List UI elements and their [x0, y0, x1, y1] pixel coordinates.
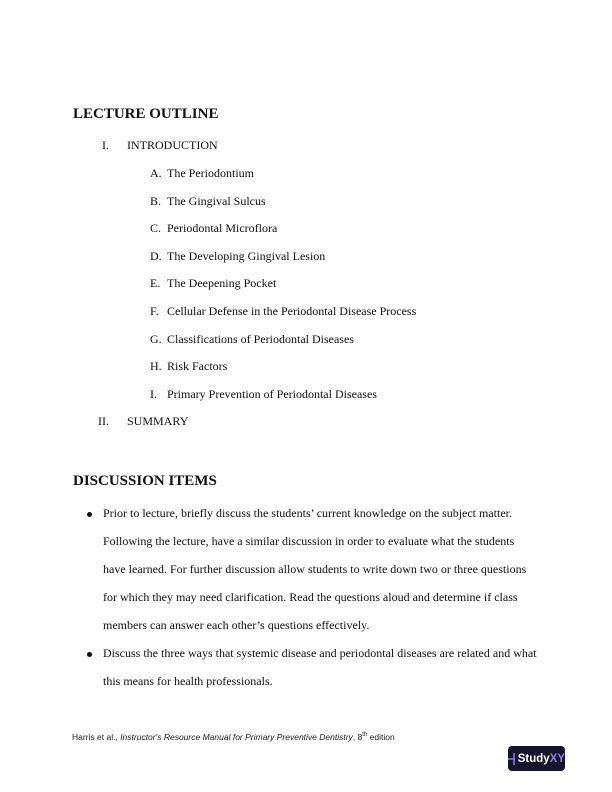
outline-item-letter: I.	[150, 386, 157, 401]
footer-edition-sup: th	[362, 732, 368, 739]
outline-item: Cellular Defense in the Periodontal Disease Process	[167, 304, 417, 318]
outline-item: The Periodontium	[167, 166, 254, 180]
outline-item-letter: F.	[150, 304, 159, 318]
footer-edition-suffix: edition	[367, 732, 395, 742]
outline-item: The Developing Gingival Lesion	[167, 248, 326, 263]
discussion-line: Prior to lecture, briefly discuss the students’ current knowledge on the subject matter.	[103, 506, 513, 520]
lecture-outline-heading: LECTURE OUTLINE	[73, 106, 219, 122]
outline-item-letter: C.	[150, 221, 162, 236]
footer-edition: , 8	[352, 732, 363, 742]
outline-item: Periodontal Microflora	[167, 221, 278, 236]
studyxy-logo[interactable]	[508, 746, 565, 771]
outline-item-letter: D.	[150, 248, 162, 263]
outline-item: The Deepening Pocket	[167, 276, 277, 291]
discussion-line: Discuss the three ways that systemic disease and periodontal diseases are related and what	[103, 646, 537, 660]
outline-item: The Gingival Sulcus	[167, 193, 266, 208]
footer-prefix: Harris et al.,	[72, 732, 121, 742]
section-title: INTRODUCTION	[127, 138, 218, 152]
discussion-line: have learned. For further discussion allow students to write down two or three questions	[103, 562, 527, 576]
logo-text: StudyXY	[517, 752, 565, 765]
section-title: SUMMARY	[127, 414, 189, 428]
section-numeral: II.	[98, 414, 109, 428]
discussion-line: members can answer each other’s questions effectively.	[103, 618, 370, 632]
bullet-icon	[87, 652, 92, 657]
bullet-icon	[87, 512, 92, 517]
section-numeral: I.	[102, 138, 109, 152]
outline-item-letter: H.	[150, 359, 162, 374]
discussion-line: Following the lecture, have a similar discussion in order to evaluate what the students	[103, 534, 515, 548]
outline-item-letter: B.	[150, 193, 162, 208]
discussion-line: for which they may need clarification. Read the questions aloud and determine if class	[103, 590, 518, 604]
outline-item-letter: G.	[150, 331, 162, 346]
footer-citation	[72, 732, 395, 742]
outline-item: Risk Factors	[167, 359, 228, 374]
discussion-line: this means for health professionals.	[103, 674, 273, 688]
discussion-heading: DISCUSSION ITEMS	[73, 473, 217, 489]
outline-item: Classifications of Periodontal Diseases	[167, 331, 354, 346]
outline-item-letter: E.	[150, 276, 161, 291]
outline-item-letter: A.	[150, 166, 162, 180]
outline-item: Primary Prevention of Periodontal Diseases	[167, 386, 377, 401]
plus-icon	[508, 753, 515, 765]
footer-book-title: Instructor's Resource Manual for Primary Preventive Dentistry	[120, 732, 353, 742]
